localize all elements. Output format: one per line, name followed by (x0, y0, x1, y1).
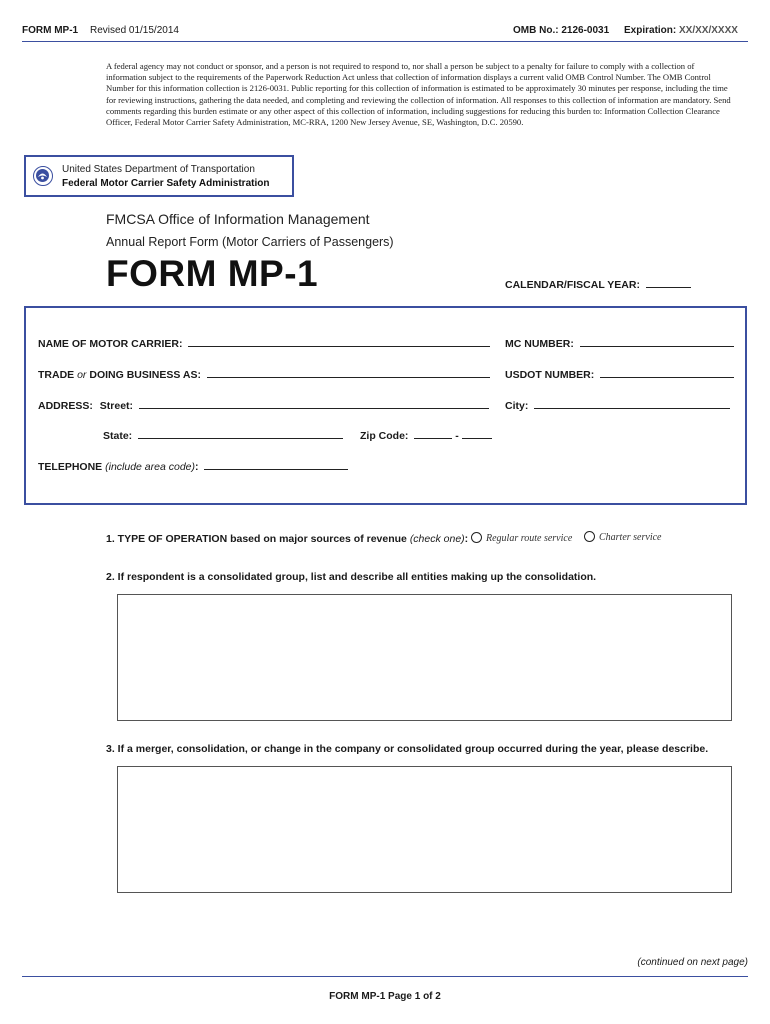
continued-note: (continued on next page) (637, 957, 748, 968)
name-field[interactable] (188, 338, 490, 347)
dba-field[interactable] (207, 369, 490, 378)
q1-label: 1. TYPE OF OPERATION based on major sources of revenue (106, 533, 407, 545)
revised-date: Revised 01/15/2014 (90, 25, 179, 36)
page-footer: FORM MP-1 Page 1 of 2 (329, 991, 441, 1002)
regular-route-label: Regular route service (486, 533, 573, 544)
telephone-colon: : (195, 461, 199, 473)
expiration-label: Expiration: (624, 25, 677, 36)
state-label: State: (103, 430, 133, 442)
state-row (103, 430, 343, 442)
street-field[interactable] (139, 400, 489, 409)
dba-label: DOING BUSINESS AS: (89, 369, 201, 381)
expiration-value: XX/XX/XXXX (679, 25, 738, 36)
q3-textarea[interactable] (117, 766, 732, 893)
usdot-number-field[interactable] (600, 369, 734, 378)
q1-text (106, 533, 468, 545)
radio-regular-route[interactable] (471, 532, 482, 543)
mc-label: MC NUMBER: (505, 338, 574, 350)
dot-seal-icon (33, 166, 53, 186)
omb-number: OMB No.: 2126-0031 (513, 25, 610, 36)
form-title: FORM MP-1 (106, 253, 319, 294)
trade-or: or (77, 369, 87, 381)
agency-box (24, 155, 294, 197)
office-name: FMCSA Office of Information Management (106, 211, 370, 227)
street-label: Street: (99, 400, 134, 412)
form-subtitle: Annual Report Form (Motor Carriers of Passengers) (106, 235, 394, 249)
mc-number-field[interactable] (580, 338, 734, 347)
zip-separator: - (455, 430, 459, 442)
name-row (38, 338, 490, 350)
department-name: United States Department of Transportation (62, 164, 255, 175)
telephone-label: TELEPHONE (38, 461, 103, 473)
city-label: City: (505, 400, 529, 412)
expiration (624, 25, 738, 36)
radio-charter[interactable] (584, 531, 595, 542)
fiscal-year-label: CALENDAR/FISCAL YEAR: (505, 279, 640, 291)
fiscal-year-row (505, 279, 691, 291)
fiscal-year-field[interactable] (646, 279, 691, 288)
state-field[interactable] (138, 430, 343, 439)
street-row (38, 400, 489, 412)
trade-row (38, 369, 490, 381)
telephone-row (38, 461, 348, 473)
header-divider (22, 41, 748, 42)
zip-row (360, 430, 492, 442)
telephone-hint: (include area code) (105, 461, 195, 473)
name-label: NAME OF MOTOR CARRIER: (38, 338, 183, 350)
zip-label: Zip Code: (360, 430, 409, 442)
usdot-row (505, 369, 734, 381)
form-code: FORM MP-1 (22, 25, 79, 36)
city-row (505, 400, 730, 412)
usdot-label: USDOT NUMBER: (505, 369, 595, 381)
q2-textarea[interactable] (117, 594, 732, 721)
footer-divider (22, 976, 748, 977)
pra-notice: A federal agency may not conduct or sponsor, and a person is not required to respond to, nor shall a person be subject to a penalty for failure to comply with a collection of information subject to the requirements of the Paperwork Reduction Act unless that collection of information displays a current valid OMB Control Number. The OMB Control Number for this information collection is 2126-0031. Public reporting for this collection of information is estimated to be approximately 30 minutes per response, including the time for reviewing instructions, gathering the data needed, and completing and reviewing the collection of information. All responses to this collection of information are mandatory. Send comments regarding this burden estimate or any other aspect of this collection of information, including suggestions for reducing this burden to: Information Collection Clearance Officer, Federal Motor Carrier Safety Administration, MC-RRA, 1200 New Jersey Avenue, SE, Washington, D.C. 20590. (106, 61, 731, 128)
city-field[interactable] (534, 400, 730, 409)
trade-label: TRADE (38, 369, 75, 381)
telephone-field[interactable] (204, 461, 348, 470)
q3-text: 3. If a merger, consolidation, or change in the company or consolidated group occurred during the year, please describe. (106, 743, 709, 755)
zip-field[interactable] (414, 430, 452, 439)
q1-hint: (check one) (409, 533, 465, 545)
q2-text: 2. If respondent is a consolidated group, list and describe all entities making up the consolidation. (106, 571, 597, 583)
mc-row (505, 338, 734, 350)
charter-label: Charter service (599, 532, 662, 543)
administration-name: Federal Motor Carrier Safety Administration (62, 178, 270, 189)
q1-colon: : (464, 533, 469, 545)
address-label: ADDRESS: (38, 400, 93, 412)
zip-plus4-field[interactable] (462, 430, 492, 439)
